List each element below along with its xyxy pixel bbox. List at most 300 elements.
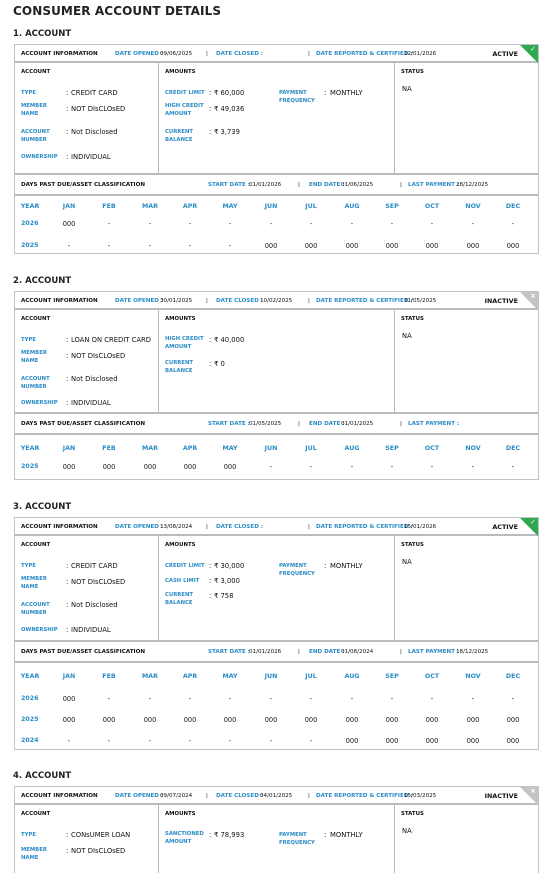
status-badge: ACTIVE: [492, 523, 518, 531]
month-label: JAN: [62, 673, 76, 680]
dpd-title: DAYS PAST DUE/ASSET CLASSIFICATION: [21, 649, 146, 655]
dpd-cell: -: [430, 463, 434, 471]
separator: |: [206, 793, 208, 799]
amounts-heading: AMOUNTS: [165, 316, 196, 322]
month-label: NOV: [465, 445, 481, 452]
credit-limit-value: ₹ 60,000: [214, 89, 245, 97]
month-label: OCT: [424, 445, 440, 452]
current-balance-value: ₹ 0: [214, 360, 225, 368]
last-payment-label: LAST PAYMENT :: [408, 649, 460, 655]
colon: :: [66, 562, 69, 570]
colon: :: [209, 128, 212, 136]
date-opened-label: DATE OPENED :: [115, 51, 164, 57]
account-number-value: Not Disclosed: [71, 128, 118, 136]
dpd-cell: -: [188, 242, 192, 250]
status-heading: STATUS: [401, 69, 424, 75]
month-label: JAN: [62, 445, 76, 452]
payment-frequency-value: MONTHLY: [330, 831, 363, 839]
account-details: [15, 310, 538, 414]
cash-limit-value: ₹ 3,000: [214, 577, 240, 585]
colon: :: [66, 153, 69, 161]
dpd-cell: -: [188, 737, 192, 745]
colon: :: [66, 352, 69, 360]
amounts-column: [159, 310, 395, 412]
last-payment-value: 28/12/2025: [456, 182, 489, 188]
account-number-label: ACCOUNT NUMBER: [21, 129, 50, 143]
month-label: JUL: [305, 673, 317, 680]
status-value: NA: [402, 85, 412, 93]
start-date-label: START DATE :: [208, 182, 250, 188]
year-row: [15, 213, 538, 234]
dpd-cell: 000: [425, 737, 439, 745]
ownership-value: INDIVIDUAL: [71, 153, 111, 161]
close-icon: ×: [530, 292, 536, 300]
end-date-value: 01/06/2025: [341, 182, 374, 188]
dpd-cell: 000: [466, 716, 480, 724]
account-column: [15, 805, 159, 873]
dpd-cell: -: [471, 463, 475, 471]
dpd-cell: -: [67, 737, 71, 745]
status-value: NA: [402, 332, 412, 340]
dpd-cell: -: [188, 695, 192, 703]
end-date-label: END DATE :: [309, 649, 345, 655]
dpd-cell: 000: [223, 463, 237, 471]
dpd-cell: 000: [62, 716, 76, 724]
current-balance-label: CURRENT BALANCE: [165, 592, 194, 606]
dpd-cell: 000: [506, 737, 520, 745]
date-opened-value: 30/01/2025: [160, 298, 193, 304]
colon: :: [209, 105, 212, 113]
colon: :: [66, 128, 69, 136]
account-heading: ACCOUNT: [21, 542, 51, 548]
payment-frequency-label: PAYMENT FREQUENCY: [279, 832, 315, 846]
date-reported-label: DATE REPORTED & CERTIFIED :: [316, 793, 413, 799]
date-opened-value: 09/07/2024: [160, 793, 193, 799]
dpd-cell: -: [390, 695, 394, 703]
current-balance-value: ₹ 3,739: [214, 128, 240, 136]
account-info-row: [15, 787, 538, 805]
account-title: 1. ACCOUNT: [13, 29, 72, 39]
type-value: CREDIT CARD: [71, 562, 118, 570]
dpd-cell: 000: [304, 242, 318, 250]
status-column: [395, 310, 538, 412]
dpd-cell: -: [511, 463, 515, 471]
member-name-label: MEMBER NAME: [21, 103, 47, 117]
account-details: [15, 63, 538, 175]
year-value: 2024: [21, 737, 39, 744]
member-name-label: MEMBER NAME: [21, 847, 47, 861]
colon: :: [209, 562, 212, 570]
month-label: MAR: [142, 203, 158, 210]
date-reported-value: 22/01/2026: [404, 51, 437, 57]
account-info-row: [15, 292, 538, 310]
dpd-cell: -: [430, 695, 434, 703]
dpd-cell: -: [228, 695, 232, 703]
dpd-cell: 000: [102, 463, 116, 471]
dpd-cell: -: [269, 220, 273, 228]
dpd-cell: -: [350, 220, 354, 228]
start-date-value: 01/01/2026: [249, 649, 282, 655]
month-label: OCT: [424, 203, 440, 210]
dpd-header: [15, 414, 538, 435]
separator: |: [206, 524, 208, 530]
month-label: NOV: [465, 203, 481, 210]
year-label: YEAR: [20, 203, 40, 210]
month-label: DEC: [505, 203, 521, 210]
date-opened-value: 13/08/2024: [160, 524, 193, 530]
account-info-label: ACCOUNT INFORMATION: [21, 524, 98, 530]
dpd-cell: 000: [345, 716, 359, 724]
member-name-value: NOT DIsCLOsED: [71, 352, 126, 360]
ownership-value: INDIVIDUAL: [71, 626, 111, 634]
dpd-cell: 000: [304, 716, 318, 724]
separator: |: [206, 51, 208, 57]
type-value: LOAN ON CREDIT CARD: [71, 336, 151, 344]
end-date-label: END DATE :: [309, 182, 345, 188]
colon: :: [66, 399, 69, 407]
member-name-value: NOT DIsCLOsED: [71, 105, 126, 113]
month-label: DEC: [505, 673, 521, 680]
dpd-cell: -: [350, 695, 354, 703]
dpd-cell: -: [148, 220, 152, 228]
high-credit-label: HIGH CREDIT AMOUNT: [165, 336, 204, 350]
account-info-label: ACCOUNT INFORMATION: [21, 51, 98, 57]
high-credit-value: ₹ 40,000: [214, 336, 245, 344]
member-name-value: NOT DIsCLOsED: [71, 847, 126, 855]
colon: :: [66, 105, 69, 113]
date-reported-label: DATE REPORTED & CERTIFIED :: [316, 298, 413, 304]
account-column: [15, 536, 159, 640]
colon: :: [209, 592, 212, 600]
type-label: TYPE: [21, 90, 36, 96]
date-reported-value: 15/03/2025: [404, 793, 437, 799]
separator: |: [298, 421, 300, 427]
end-date-label: END DATE :: [309, 421, 345, 427]
month-label: JUN: [264, 673, 278, 680]
status-value: NA: [402, 558, 412, 566]
separator: |: [298, 649, 300, 655]
amounts-heading: AMOUNTS: [165, 542, 196, 548]
end-date-value: 01/01/2025: [341, 421, 374, 427]
month-label: NOV: [465, 673, 481, 680]
year-value: 2025: [21, 716, 39, 723]
date-closed-value: 04/01/2025: [260, 793, 293, 799]
payment-frequency-value: MONTHLY: [330, 562, 363, 570]
date-opened-value: 09/06/2025: [160, 51, 193, 57]
year-value: 2025: [21, 463, 39, 470]
status-heading: STATUS: [401, 316, 424, 322]
month-label: SEP: [385, 445, 399, 452]
month-label: OCT: [424, 673, 440, 680]
dpd-cell: 000: [385, 716, 399, 724]
dpd-header: [15, 175, 538, 196]
months-header: [15, 666, 538, 687]
date-reported-value: 31/05/2025: [404, 298, 437, 304]
type-value: CREDIT CARD: [71, 89, 118, 97]
year-row: [15, 456, 538, 477]
type-value: CONsUMER LOAN: [71, 831, 131, 839]
type-label: TYPE: [21, 832, 36, 838]
year-label: YEAR: [20, 673, 40, 680]
dpd-cell: -: [228, 737, 232, 745]
dpd-cell: -: [269, 695, 273, 703]
separator: |: [400, 421, 402, 427]
colon: :: [209, 360, 212, 368]
dpd-title: DAYS PAST DUE/ASSET CLASSIFICATION: [21, 182, 146, 188]
payment-frequency-value: MONTHLY: [330, 89, 363, 97]
month-label: APR: [182, 203, 198, 210]
dpd-cell: 000: [143, 716, 157, 724]
colon: :: [324, 562, 327, 570]
colon: :: [209, 336, 212, 344]
account-heading: ACCOUNT: [21, 316, 51, 322]
dpd-cell: 000: [506, 716, 520, 724]
cash-limit-label: CASH LIMIT: [165, 578, 200, 584]
year-label: YEAR: [20, 445, 40, 452]
close-icon: ×: [530, 787, 536, 795]
status-column: [395, 805, 538, 873]
dpd-cell: 000: [264, 242, 278, 250]
month-label: FEB: [102, 445, 116, 452]
ownership-label: OWNERSHIP: [21, 400, 58, 406]
credit-limit-label: CREDIT LIMIT: [165, 563, 205, 569]
separator: |: [308, 524, 310, 530]
dpd-cell: 000: [223, 716, 237, 724]
dpd-cell: 000: [466, 737, 480, 745]
month-label: SEP: [385, 673, 399, 680]
last-payment-label: LAST PAYMENT :: [408, 421, 460, 427]
year-value: 2026: [21, 220, 39, 227]
year-row: [15, 709, 538, 730]
month-label: JUL: [305, 445, 317, 452]
start-date-value: 01/05/2025: [249, 421, 282, 427]
dpd-cell: -: [228, 242, 232, 250]
colon: :: [209, 89, 212, 97]
dpd-cell: -: [269, 737, 273, 745]
dpd-cell: 000: [183, 716, 197, 724]
account-column: [15, 63, 159, 173]
account-card: [14, 517, 539, 750]
status-badge: ACTIVE: [492, 50, 518, 58]
date-opened-label: DATE OPENED :: [115, 298, 164, 304]
year-row: [15, 688, 538, 709]
high-credit-label: HIGH CREDIT AMOUNT: [165, 103, 204, 117]
start-date-value: 01/01/2026: [249, 182, 282, 188]
account-details: [15, 536, 538, 642]
year-row: [15, 730, 538, 750]
member-name-value: NOT DIsCLOsED: [71, 578, 126, 586]
amounts-heading: AMOUNTS: [165, 69, 196, 75]
dpd-cell: 000: [264, 716, 278, 724]
year-value: 2025: [21, 242, 39, 249]
account-info-row: [15, 518, 538, 536]
credit-limit-label: CREDIT LIMIT: [165, 90, 205, 96]
dpd-cell: -: [390, 463, 394, 471]
month-label: AUG: [344, 673, 360, 680]
ownership-label: OWNERSHIP: [21, 154, 58, 160]
month-label: DEC: [505, 445, 521, 452]
payment-frequency-label: PAYMENT FREQUENCY: [279, 563, 315, 577]
dpd-cell: -: [430, 220, 434, 228]
date-closed-label: DATE CLOSED :: [216, 524, 264, 530]
dpd-cell: -: [67, 242, 71, 250]
dpd-cell: -: [188, 220, 192, 228]
status-badge: INACTIVE: [484, 792, 518, 800]
member-name-label: MEMBER NAME: [21, 350, 47, 364]
dpd-cell: -: [228, 220, 232, 228]
account-number-label: ACCOUNT NUMBER: [21, 602, 50, 616]
dpd-cell: 000: [385, 242, 399, 250]
colon: :: [209, 831, 212, 839]
check-icon: ✓: [530, 518, 536, 526]
dpd-cell: -: [471, 220, 475, 228]
account-title: 3. ACCOUNT: [13, 502, 72, 512]
month-label: JAN: [62, 203, 76, 210]
account-number-value: Not Disclosed: [71, 375, 118, 383]
dpd-title: DAYS PAST DUE/ASSET CLASSIFICATION: [21, 421, 146, 427]
current-balance-label: CURRENT BALANCE: [165, 360, 194, 374]
month-label: MAR: [142, 445, 158, 452]
dpd-cell: -: [107, 737, 111, 745]
dpd-cell: -: [107, 695, 111, 703]
date-reported-value: 15/01/2026: [404, 524, 437, 530]
last-payment-label: LAST PAYMENT :: [408, 182, 460, 188]
amounts-column: [159, 63, 395, 173]
date-closed-label: DATE CLOSED :: [216, 51, 264, 57]
date-opened-label: DATE OPENED :: [115, 793, 164, 799]
month-label: JUL: [305, 203, 317, 210]
high-credit-value: ₹ 49,036: [214, 105, 245, 113]
year-row: [15, 235, 538, 254]
month-label: AUG: [344, 445, 360, 452]
dpd-cell: -: [309, 463, 313, 471]
colon: :: [66, 847, 69, 855]
check-icon: ✓: [530, 45, 536, 53]
dpd-cell: 000: [62, 695, 76, 703]
end-date-value: 01/08/2024: [341, 649, 374, 655]
separator: |: [298, 182, 300, 188]
dpd-cell: 000: [345, 737, 359, 745]
date-opened-label: DATE OPENED :: [115, 524, 164, 530]
account-info-label: ACCOUNT INFORMATION: [21, 793, 98, 799]
account-info-label: ACCOUNT INFORMATION: [21, 298, 98, 304]
account-number-value: Not Disclosed: [71, 601, 118, 609]
colon: :: [66, 831, 69, 839]
month-label: FEB: [102, 673, 116, 680]
month-label: JUN: [264, 203, 278, 210]
account-details: [15, 805, 538, 873]
dpd-cell: -: [148, 737, 152, 745]
dpd-cell: 000: [466, 242, 480, 250]
dpd-cell: -: [390, 220, 394, 228]
colon: :: [209, 577, 212, 585]
dpd-cell: 000: [425, 242, 439, 250]
month-label: APR: [182, 445, 198, 452]
dpd-cell: -: [107, 220, 111, 228]
last-payment-value: 18/12/2025: [456, 649, 489, 655]
account-title: 4. ACCOUNT: [13, 771, 72, 781]
status-column: [395, 536, 538, 640]
account-title: 2. ACCOUNT: [13, 276, 72, 286]
status-value: NA: [402, 827, 412, 835]
dpd-cell: 000: [506, 242, 520, 250]
dpd-cell: -: [107, 242, 111, 250]
status-column: [395, 63, 538, 173]
colon: :: [66, 578, 69, 586]
month-label: MAR: [142, 673, 158, 680]
dpd-cell: -: [269, 463, 273, 471]
dpd-cell: -: [309, 737, 313, 745]
dpd-cell: 000: [183, 463, 197, 471]
start-date-label: START DATE :: [208, 649, 250, 655]
colon: :: [66, 626, 69, 634]
dpd-cell: 000: [425, 716, 439, 724]
member-name-label: MEMBER NAME: [21, 576, 47, 590]
colon: :: [66, 601, 69, 609]
dpd-cell: -: [309, 220, 313, 228]
account-card: [14, 786, 539, 873]
month-label: AUG: [344, 203, 360, 210]
separator: |: [400, 649, 402, 655]
dpd-header: [15, 642, 538, 663]
colon: :: [66, 89, 69, 97]
dpd-cell: -: [148, 695, 152, 703]
separator: |: [308, 51, 310, 57]
amounts-column: [159, 805, 395, 873]
account-heading: ACCOUNT: [21, 69, 51, 75]
colon: :: [324, 89, 327, 97]
month-label: MAY: [222, 673, 238, 680]
year-value: 2026: [21, 695, 39, 702]
account-card: [14, 291, 539, 480]
dpd-cell: -: [309, 695, 313, 703]
page-title: CONSUMER ACCOUNT DETAILS: [13, 4, 222, 18]
colon: :: [66, 336, 69, 344]
dpd-cell: -: [350, 463, 354, 471]
amounts-heading: AMOUNTS: [165, 811, 196, 817]
sanctioned-amount-label: SANCTIONED AMOUNT: [165, 831, 204, 845]
separator: |: [206, 298, 208, 304]
dpd-cell: -: [511, 695, 515, 703]
separator: |: [308, 298, 310, 304]
current-balance-value: ₹ 758: [214, 592, 234, 600]
colon: :: [324, 831, 327, 839]
account-heading: ACCOUNT: [21, 811, 51, 817]
dpd-cell: 000: [62, 220, 76, 228]
status-heading: STATUS: [401, 811, 424, 817]
account-info-row: [15, 45, 538, 63]
status-badge: INACTIVE: [484, 297, 518, 305]
date-reported-label: DATE REPORTED & CERTIFIED :: [316, 524, 413, 530]
date-reported-label: DATE REPORTED & CERTIFIED :: [316, 51, 413, 57]
dpd-cell: 000: [143, 463, 157, 471]
date-closed-label: DATE CLOSED :: [216, 793, 264, 799]
dpd-cell: 000: [62, 463, 76, 471]
date-closed-label: DATE CLOSED :: [216, 298, 264, 304]
dpd-cell: 000: [345, 242, 359, 250]
month-label: JUN: [264, 445, 278, 452]
colon: :: [66, 375, 69, 383]
separator: |: [308, 793, 310, 799]
month-label: SEP: [385, 203, 399, 210]
payment-frequency-label: PAYMENT FREQUENCY: [279, 90, 315, 104]
dpd-cell: -: [148, 242, 152, 250]
month-label: MAY: [222, 203, 238, 210]
ownership-label: OWNERSHIP: [21, 627, 58, 633]
sanctioned-amount-value: ₹ 78,993: [214, 831, 245, 839]
type-label: TYPE: [21, 337, 36, 343]
month-label: FEB: [102, 203, 116, 210]
